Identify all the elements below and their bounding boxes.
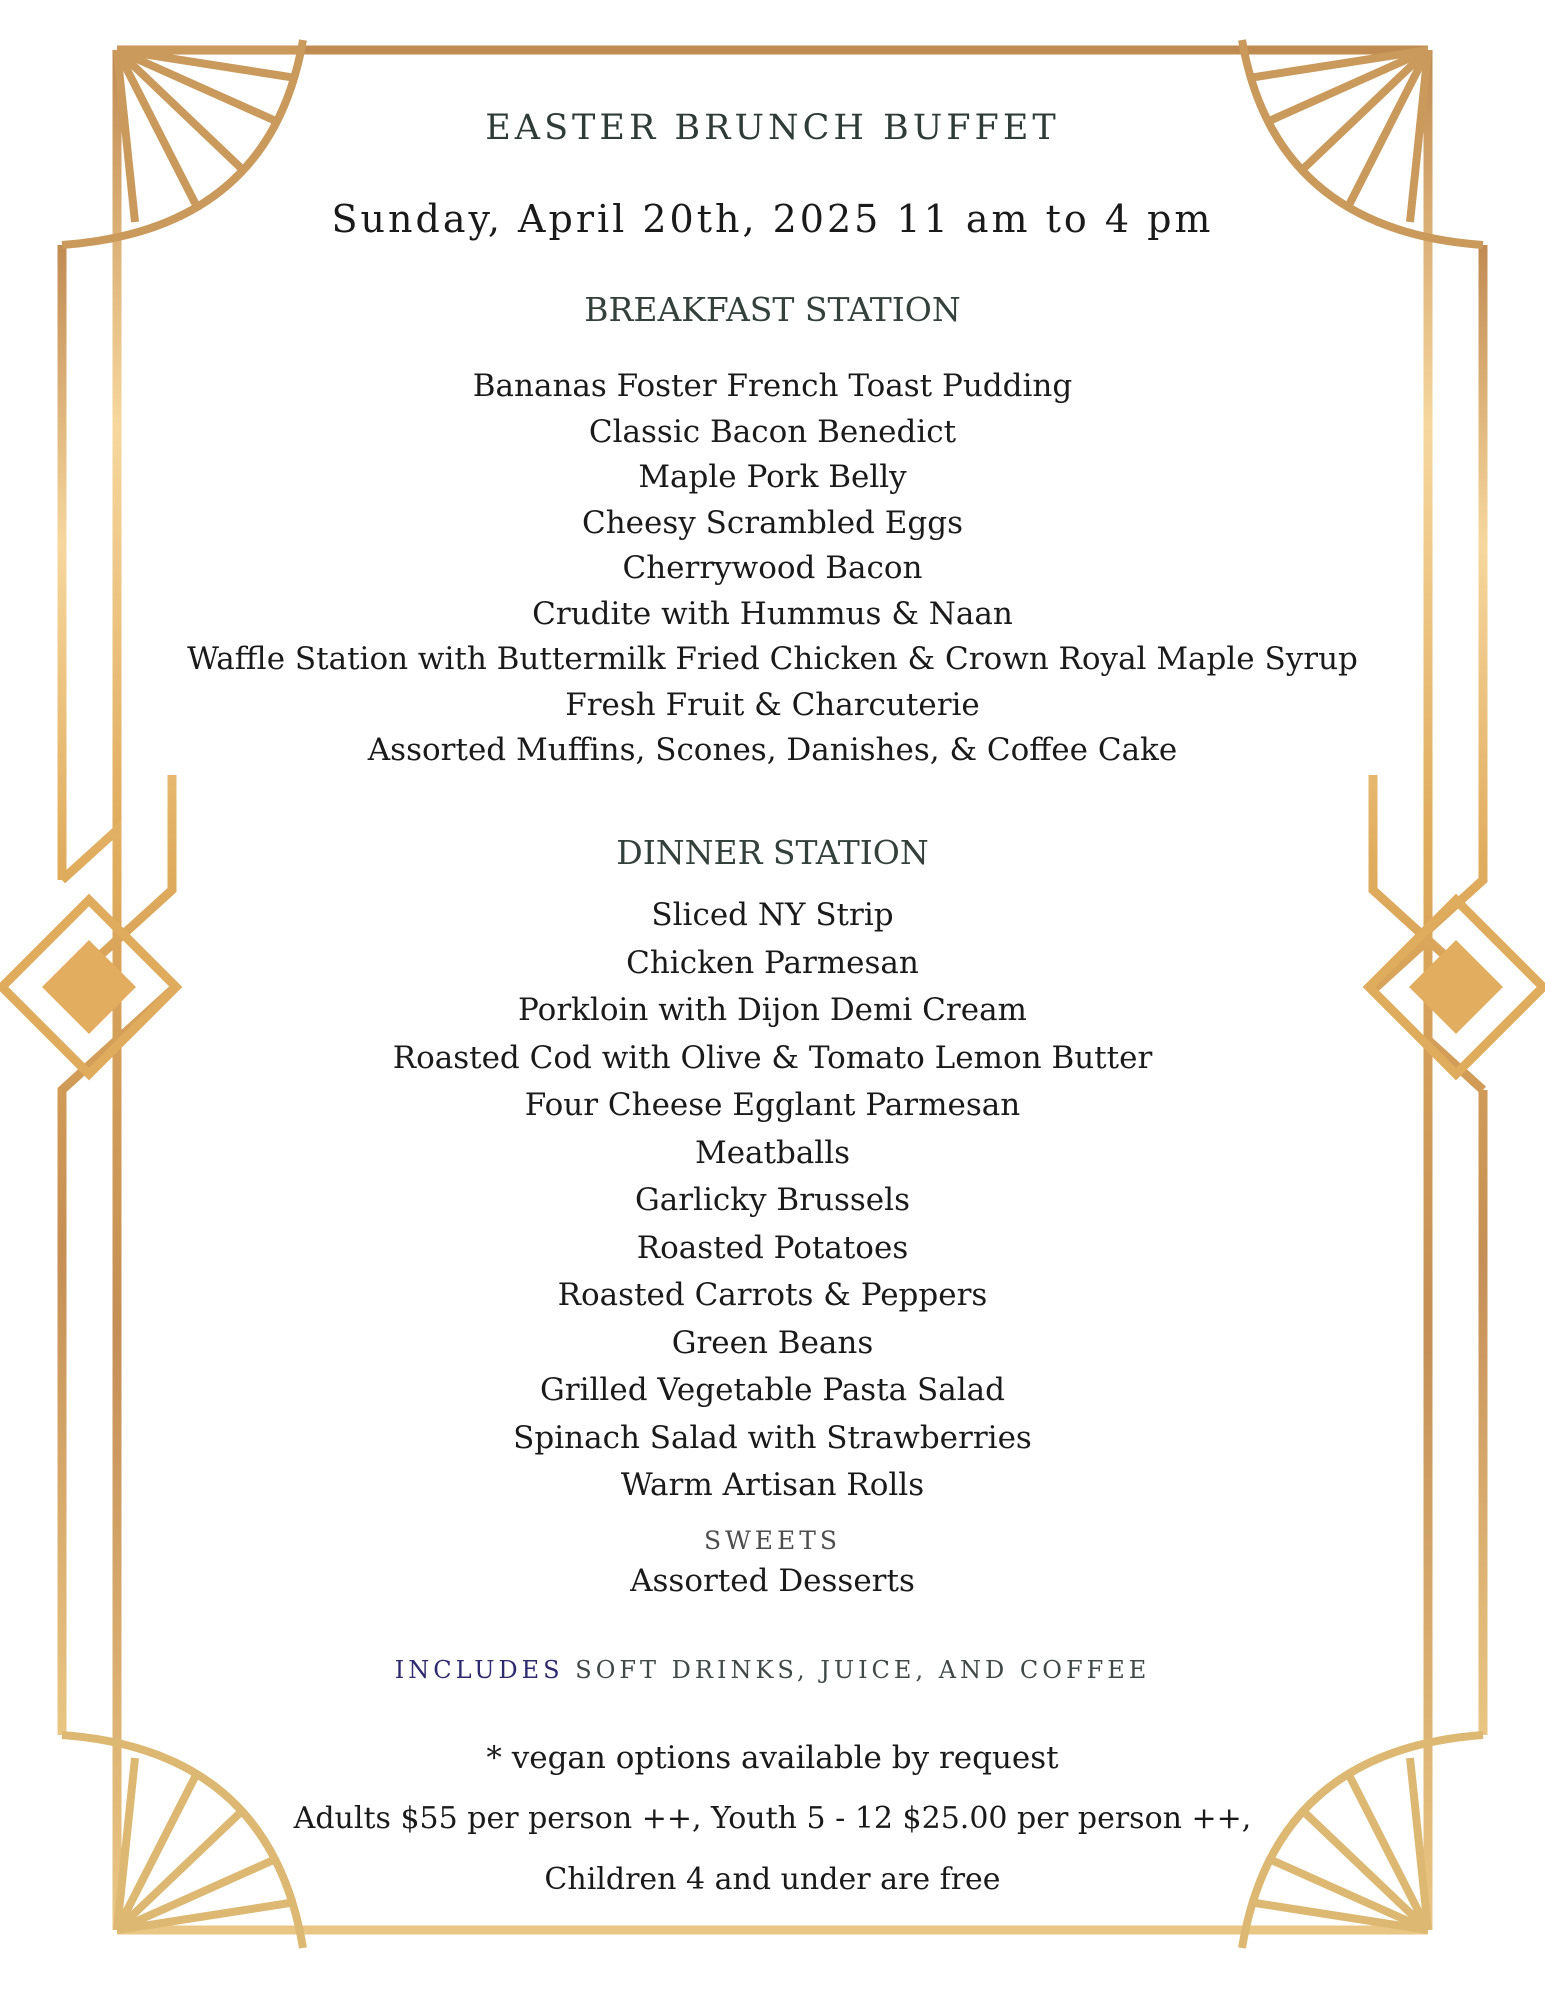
menu-item: Cherrywood Bacon <box>622 550 923 586</box>
vegan-note: * vegan options available by request <box>486 1740 1059 1776</box>
menu-item: Waffle Station with Buttermilk Fried Chicken & Crown Royal Maple Syrup <box>187 641 1358 677</box>
menu-item: Spinach Salad with Strawberries <box>513 1419 1032 1456</box>
event-date-time: Sunday, April 20th, 2025 11 am to 4 pm <box>331 197 1214 241</box>
menu-item: Meatballs <box>694 1134 851 1171</box>
includes-text: SOFT DRINKS, JUICE, AND COFFEE <box>563 1656 1151 1684</box>
includes-label: INCLUDES <box>394 1656 564 1684</box>
menu-item: Chicken Parmesan <box>626 944 919 981</box>
breakfast-station-heading: BREAKFAST STATION <box>584 290 961 329</box>
menu-item: Sliced NY Strip <box>651 897 894 933</box>
menu-item: Garlicky Brussels <box>635 1182 910 1218</box>
dinner-station-heading: DINNER STATION <box>616 833 929 872</box>
menu-item: Grilled Vegetable Pasta Salad <box>540 1372 1005 1408</box>
menu-item: Green Beans <box>671 1324 874 1361</box>
breakfast-menu-list <box>0 364 1545 774</box>
includes-line <box>0 1656 1545 1684</box>
menu-item: Porkloin with Dijon Demi Cream <box>518 992 1027 1028</box>
menu-item: Crudite with Hummus & Naan <box>532 595 1013 632</box>
page-title: EASTER BRUNCH BUFFET <box>485 108 1060 148</box>
sweets-heading: SWEETS <box>703 1526 842 1555</box>
menu-item: Roasted Potatoes <box>636 1229 909 1266</box>
menu-item: Assorted Muffins, Scones, Danishes, & Coffee Cake <box>367 732 1178 768</box>
menu-item: Four Cheese Egglant Parmesan <box>524 1087 1021 1123</box>
dinner-menu-list <box>0 892 1545 1510</box>
menu-item: Fresh Fruit & Charcuterie <box>565 686 980 723</box>
pricing-line: Children 4 and under are free <box>544 1862 1001 1897</box>
menu-item: Roasted Carrots & Peppers <box>557 1277 988 1313</box>
menu-item: Bananas Foster French Toast Pudding <box>472 368 1073 404</box>
menu-item: Roasted Cod with Olive & Tomato Lemon Butter <box>392 1039 1153 1076</box>
pricing-line: Adults $55 per person ++, Youth 5 - 12 $25.00 per person ++, <box>293 1801 1252 1836</box>
menu-item: Cheesy Scrambled Eggs <box>582 504 963 541</box>
menu-item: Classic Bacon Benedict <box>588 413 957 450</box>
menu-item: Assorted Desserts <box>630 1563 915 1599</box>
menu-item: Maple Pork Belly <box>638 459 907 495</box>
menu-item: Warm Artisan Rolls <box>620 1467 925 1503</box>
